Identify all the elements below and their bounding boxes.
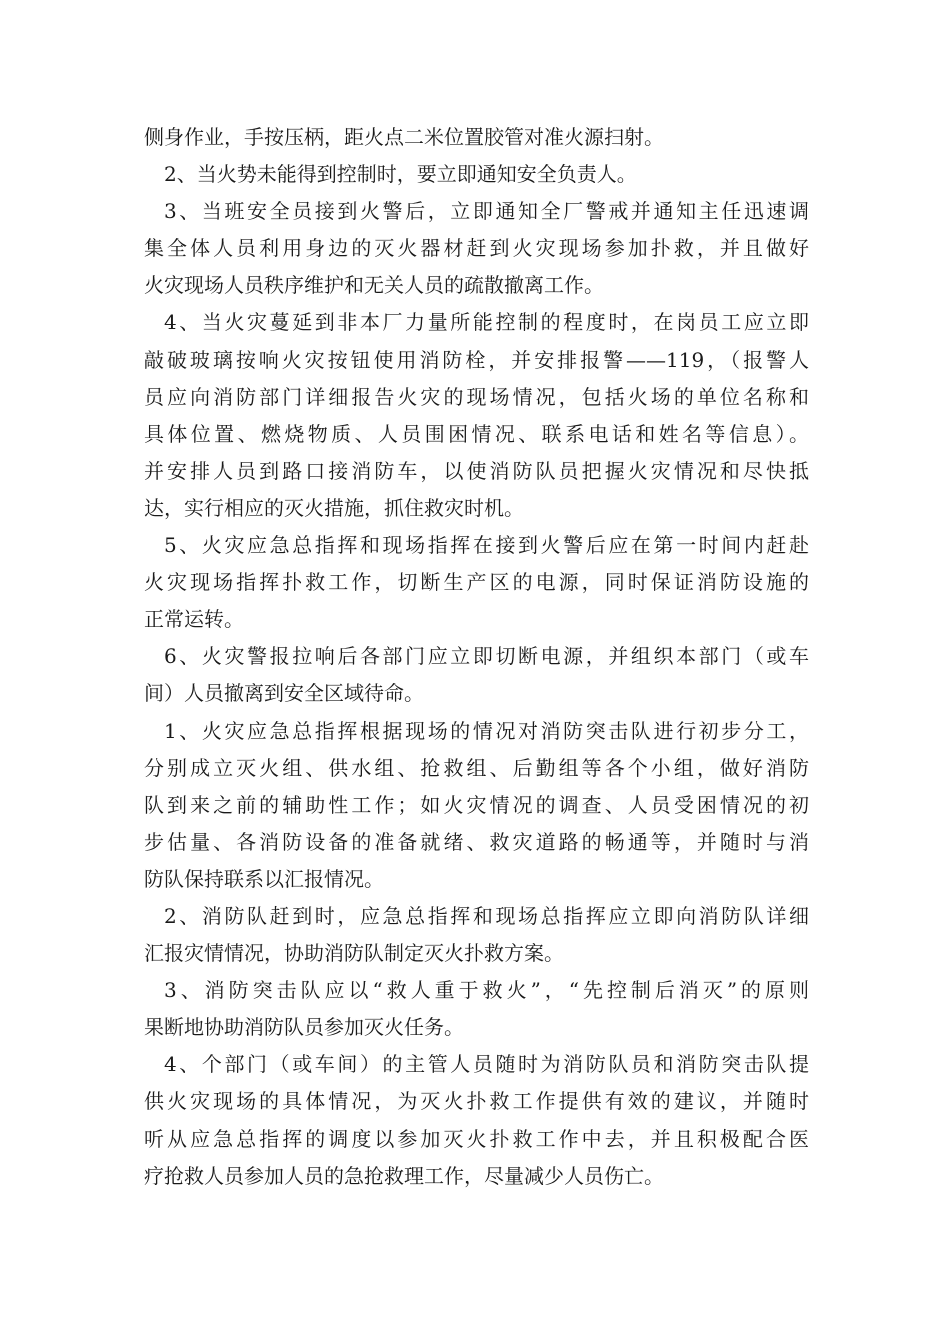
text-line: 5、火灾应急总指挥和现场指挥在接到火警后应在第一时间内赶赴	[164, 533, 809, 558]
paragraph	[144, 713, 809, 898]
paragraph	[144, 638, 809, 712]
paragraph	[144, 527, 809, 638]
text-line: 敲破玻璃按响火灾按钮使用消防栓，并安排报警——119，（报警人	[144, 347, 809, 372]
paragraph	[144, 1046, 809, 1194]
text-line: 疗抢救人员参加人员的急抢救理工作，尽量减少人员伤亡。	[144, 1163, 664, 1188]
text-line: 防队保持联系以汇报情况。	[144, 866, 384, 891]
paragraph	[144, 119, 809, 156]
text-line: 2、当火势未能得到控制时，要立即通知安全负责人。	[164, 162, 637, 187]
text-line: 果断地协助消防队员参加灭火任务。	[144, 1015, 464, 1040]
text-line: 6、火灾警报拉响后各部门应立即切断电源，并组织本部门（或车	[164, 644, 809, 669]
text-line: 汇报灾情情况，协助消防队制定灭火扑救方案。	[144, 941, 564, 966]
text-line: 供火灾现场的具体情况，为灭火扑救工作提供有效的建议，并随时	[144, 1089, 809, 1114]
text-line: 火灾现场指挥扑救工作，切断生产区的电源，同时保证消防设施的	[144, 570, 809, 595]
text-line: 分别成立灭火组、供水组、抢救组、后勤组等各个小组，做好消防	[144, 755, 809, 780]
text-line: 员应向消防部门详细报告火灾的现场情况，包括火场的单位名称和	[144, 384, 809, 409]
text-line: 3、消防突击队应以“救人重于救火”，“先控制后消灭”的原则	[164, 978, 809, 1003]
text-line: 4、当火灾蔓延到非本厂力量所能控制的程度时，在岗员工应立即	[164, 310, 809, 335]
text-line: 集全体人员利用身边的灭火器材赶到火灾现场参加扑救，并且做好	[144, 236, 809, 261]
text-line: 达，实行相应的灭火措施，抓住救灾时机。	[144, 495, 524, 520]
paragraph	[144, 156, 809, 193]
text-line: 3、当班安全员接到火警后，立即通知全厂警戒并通知主任迅速调	[164, 199, 809, 224]
paragraph	[144, 193, 809, 304]
text-line: 2、消防队赶到时，应急总指挥和现场总指挥应立即向消防队详细	[164, 903, 809, 928]
document-body	[144, 119, 809, 1195]
text-line: 步估量、各消防设备的准备就绪、救灾道路的畅通等，并随时与消	[144, 829, 809, 854]
text-line: 侧身作业，手按压柄，距火点二米位置胶管对准火源扫射。	[144, 125, 664, 149]
text-line: 1、火灾应急总指挥根据现场的情况对消防突击队进行初步分工，	[164, 718, 809, 743]
paragraph	[144, 972, 809, 1046]
text-line: 并安排人员到路口接消防车，以使消防队员把握火灾情况和尽快抵	[144, 458, 809, 483]
text-line: 正常运转。	[144, 607, 244, 632]
paragraph	[144, 898, 809, 972]
text-line: 具体位置、燃烧物质、人员围困情况、联系电话和姓名等信息）。	[144, 421, 809, 446]
text-line: 队到来之前的辅助性工作；如火灾情况的调查、人员受困情况的初	[144, 792, 809, 817]
text-line: 间）人员撤离到安全区域待命。	[144, 681, 424, 706]
text-line: 听从应急总指挥的调度以参加灭火扑救工作中去，并且积极配合医	[144, 1126, 809, 1151]
text-line: 4、个部门（或车间）的主管人员随时为消防队员和消防突击队提	[164, 1052, 809, 1077]
text-line: 火灾现场人员秩序维护和无关人员的疏散撤离工作。	[144, 273, 604, 298]
paragraph	[144, 304, 809, 527]
